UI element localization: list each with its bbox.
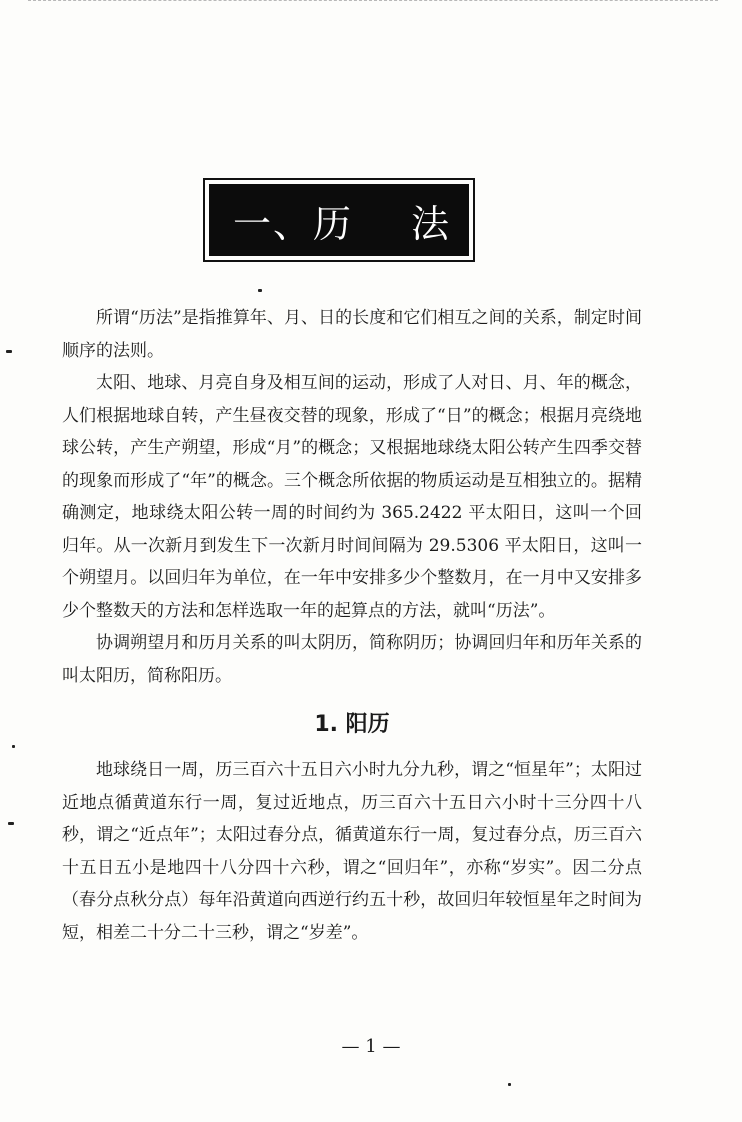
print-speck xyxy=(8,822,14,825)
print-speck xyxy=(6,350,12,353)
intro-paragraph-3: 协调朔望月和历月关系的叫太阴历，简称阴历；协调回归年和历年关系的叫太阳历，简称阳历。 xyxy=(62,633,642,686)
intro-paragraph-2: 太阳、地球、月亮自身及相互间的运动，形成了人对日、月、年的概念，人们根据地球自转，产生昼夜交替的现象，形成了“日”的概念；根据月亮绕地球公转，产生产朔望，形成“月”的概念；又根据地球绕太阳公转产生四季交替的现象而形成了“年”的概念。三个概念所依据的物质运动是互相独立的。据精确测定，地球绕太阳公转一周的时间约为 365.2422 平太阳日，这叫一个回归年。从一次新月到发生下一次新月时间间隔为 29.5306 平太阳日，这叫一个朔望月。以回归年为单位，在一年中安排多少个整数月，在一月中又安排多少个整数天的方法和怎样选取一年的起算点的方法，就叫“历法”。 xyxy=(62,373,642,621)
print-speck xyxy=(12,745,15,748)
intro-paragraph-1: 所谓“历法”是指推算年、月、日的长度和它们相互之间的关系，制定时间顺序的法则。 xyxy=(62,308,642,361)
chapter-number: 一、历 xyxy=(233,201,354,246)
section-paragraph: 地球绕日一周，历三百六十五日六小时九分九秒，谓之“恒星年”；太阳过近地点循黄道东行一周，复过近地点，历三百六十五日六小时十三分四十八秒，谓之“近点年”；太阳过春分点，循黄道东行一周，复过春分点，历三百六十五日五小是地四十八分四十六秒，谓之“回归年”，亦称“岁实”。因二分点（春分点秋分点）每年沿黄道向西逆行约五十秒，故回归年较恒星年之时间为短，相差二十分二十三秒，谓之“岁差”。 xyxy=(62,760,642,943)
print-speck xyxy=(258,289,262,292)
chapter-name: 法 xyxy=(410,201,451,246)
chapter-title-box xyxy=(203,178,475,262)
top-rule xyxy=(28,0,718,4)
page-number: — 1 — xyxy=(341,1036,401,1057)
page-body xyxy=(62,302,642,949)
section-heading: 1. 阳历 xyxy=(314,712,390,737)
chapter-title xyxy=(209,184,469,256)
print-speck xyxy=(508,1083,511,1086)
